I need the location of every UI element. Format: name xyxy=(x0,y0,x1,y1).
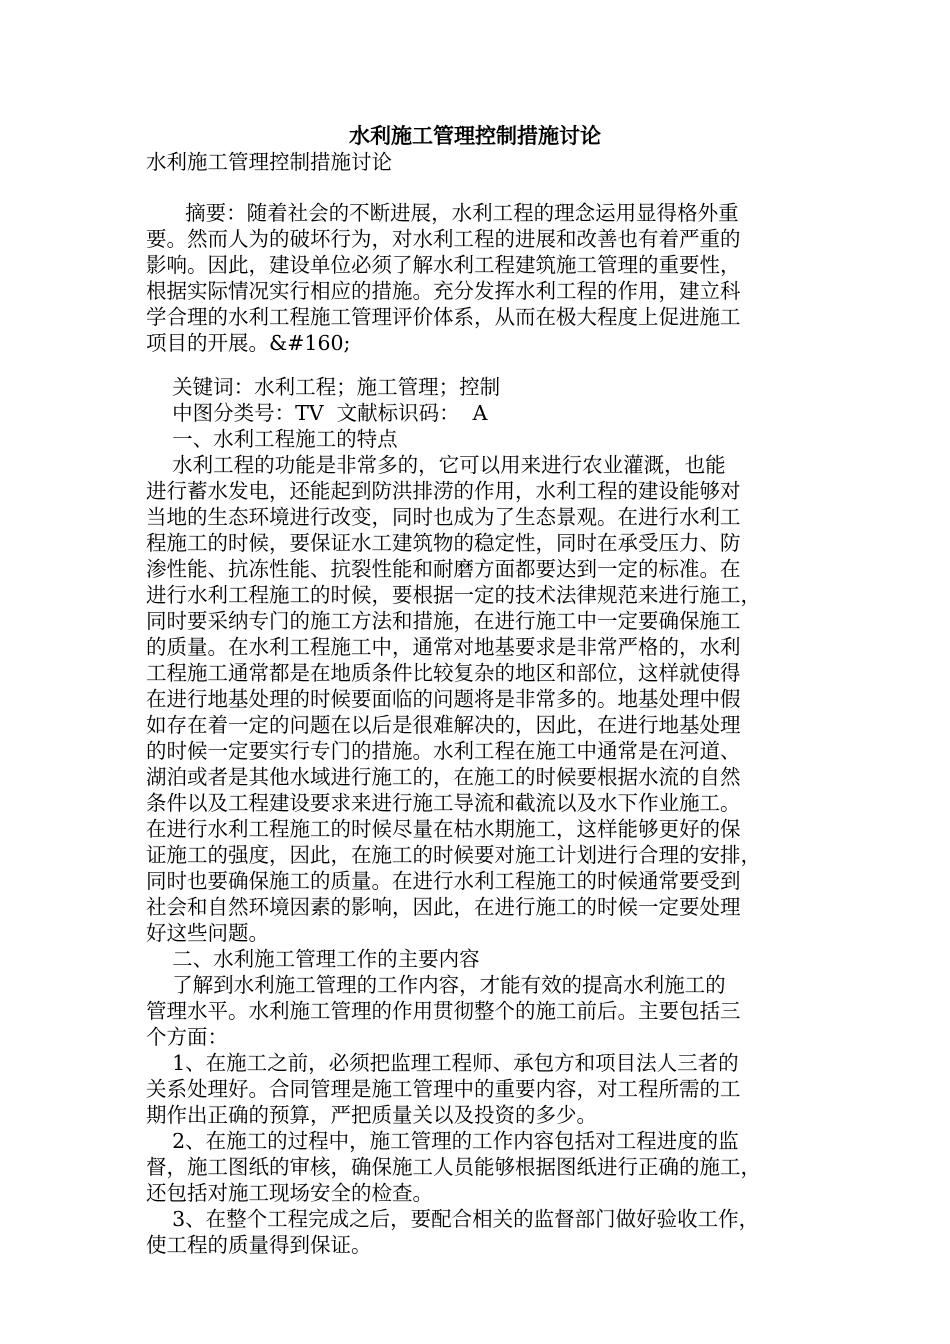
body-line: 水利工程的功能是非常多的，它可以用来进行农业灌溉，也能 xyxy=(146,453,726,477)
body-line: 工程施工通常都是在地质条件比较复杂的地区和部位，这样就使得 xyxy=(146,661,741,685)
body-line: 渗性能、抗冻性能、抗裂性能和耐磨方面都要达到一定的标准。在 xyxy=(146,557,741,581)
section-heading: 一、水利工程施工的特点 xyxy=(146,427,398,451)
abstract-line: 根据实际情况实行相应的措施。充分发挥水利工程的作用，建立科 xyxy=(146,279,741,303)
body-line: 当地的生态环境进行改变，同时也成为了生态景观。在进行水利工 xyxy=(146,505,741,529)
body-line: 进行蓄水发电，还能起到防洪排涝的作用，水利工程的建设能够对 xyxy=(146,479,741,503)
body-line: 同时要采纳专门的施工方法和措施，在进行施工中一定要确保施工 xyxy=(146,609,741,633)
body-line: 证施工的强度，因此，在施工的时候要对施工计划进行合理的安排， xyxy=(146,843,761,867)
body-line: 如存在着一定的问题在以后是很难解决的，因此，在进行地基处理 xyxy=(146,713,741,737)
document-title: 水利施工管理控制措施讨论 xyxy=(349,123,601,148)
body-line: 进行水利工程施工的时候，要根据一定的技术法律规范来进行施工， xyxy=(146,583,761,607)
body-line: 的时候一定要实行专门的措施。水利工程在施工中通常是在河道、 xyxy=(146,739,741,763)
keywords-line: 关键词：水利工程；施工管理；控制 xyxy=(146,375,501,399)
body-line: 社会和自然环境因素的影响，因此，在进行施工的时候一定要处理 xyxy=(146,895,741,919)
body-line: 2、在施工的过程中，施工管理的工作内容包括对工程进度的监 xyxy=(146,1129,739,1153)
body-line: 了解到水利施工管理的工作内容，才能有效的提高水利施工的 xyxy=(146,973,726,997)
abstract-line: 摘要：随着社会的不断进展，水利工程的理念运用显得格外重 xyxy=(146,201,739,225)
subtitle-line: 水利施工管理控制措施讨论 xyxy=(146,150,392,174)
abstract-line: 项目的开展。&#160; xyxy=(146,331,351,355)
body-line: 条件以及工程建设要求来进行施工导流和截流以及水下作业施工。 xyxy=(146,791,741,815)
body-line: 管理水平。水利施工管理的作用贯彻整个的施工前后。主要包括三 xyxy=(146,999,741,1023)
body-line: 督，施工图纸的审核，确保施工人员能够根据图纸进行正确的施工， xyxy=(146,1155,761,1179)
body-line: 3、在整个工程完成之后，要配合相关的监督部门做好验收工作， xyxy=(146,1207,760,1231)
body-line: 关系处理好。合同管理是施工管理中的重要内容，对工程所需的工 xyxy=(146,1077,741,1101)
body-line: 在进行地基处理的时候要面临的问题将是非常多的。地基处理中假 xyxy=(146,687,741,711)
body-line: 在进行水利工程施工的时候尽量在枯水期施工，这样能够更好的保 xyxy=(146,817,741,841)
section-heading: 二、水利施工管理工作的主要内容 xyxy=(146,947,480,971)
abstract-line: 学合理的水利工程施工管理评价体系，从而在极大程度上促进施工 xyxy=(146,305,741,329)
classification-line: 中图分类号：TV 文献标识码： A xyxy=(146,401,488,425)
abstract-line: 影响。因此，建设单位必须了解水利工程建筑施工管理的重要性， xyxy=(146,253,741,277)
body-line: 同时也要确保施工的质量。在进行水利工程施工的时候通常要受到 xyxy=(146,869,741,893)
body-line: 使工程的质量得到保证。 xyxy=(146,1233,372,1257)
body-line: 好这些问题。 xyxy=(146,921,269,945)
body-line: 期作出正确的预算，严把质量关以及投资的多少。 xyxy=(146,1103,597,1127)
body-line: 个方面： xyxy=(146,1025,228,1049)
body-line: 还包括对施工现场安全的检查。 xyxy=(146,1181,433,1205)
abstract-line: 要。然而人为的破坏行为，对水利工程的进展和改善也有着严重的 xyxy=(146,227,741,251)
body-line: 的质量。在水利工程施工中，通常对地基要求是非常严格的，水利 xyxy=(146,635,741,659)
body-line: 湖泊或者是其他水域进行施工的，在施工的时候要根据水流的自然 xyxy=(146,765,741,789)
body-line: 1、在施工之前，必须把监理工程师、承包方和项目法人三者的 xyxy=(146,1051,739,1075)
body-line: 程施工的时候，要保证水工建筑物的稳定性，同时在承受压力、防 xyxy=(146,531,741,555)
